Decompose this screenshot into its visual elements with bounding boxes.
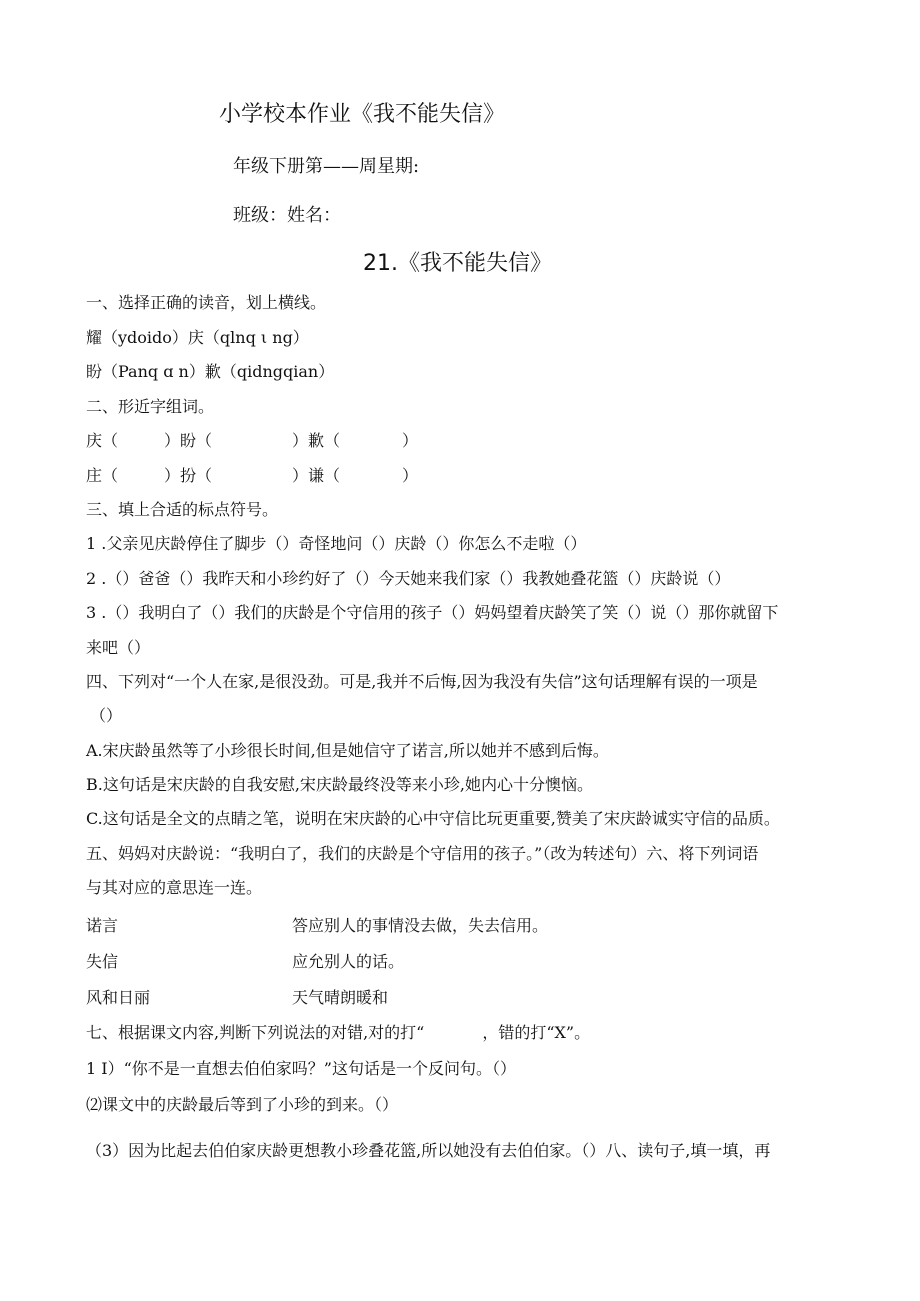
section-3-heading: 三、填上合适的标点符号。 <box>86 500 279 519</box>
word-group-cell: ） <box>402 466 419 485</box>
pinyin-line-2: 盼（Panq ɑ n）歉（qidngqian） <box>86 362 335 381</box>
word-group-cell: ）歉（ <box>292 431 341 450</box>
word-group-cell: ） <box>402 431 419 450</box>
word-group-cell: 庄（ <box>86 466 119 485</box>
word-group-cell: 庆（ <box>86 431 119 450</box>
word-group-cell: ）扮（ <box>164 466 213 485</box>
punctuation-item-3: 3 .（）我明白了（）我们的庆龄是个守信用的孩子（）妈妈望着庆龄笑了笑（）说（）那你就留下 <box>86 603 779 622</box>
section-2-heading: 二、形近字组词。 <box>86 397 215 416</box>
punctuation-item-3-cont: 来吧（） <box>86 638 151 657</box>
word-group-cell: ）盼（ <box>164 431 213 450</box>
matching-term: 诺言 <box>86 916 119 935</box>
section-7-heading-right: ，错的打“X”。 <box>482 1023 591 1042</box>
option-b: B.这句话是宋庆龄的自我安慰,宋庆龄最终没等来小珍,她内心十分懊恼。 <box>86 775 594 794</box>
section-6-line: 与其对应的意思连一连。 <box>86 878 263 897</box>
matching-meaning: 天气晴朗暖和 <box>292 988 389 1007</box>
word-group-cell: ）谦（ <box>292 466 341 485</box>
judge-item-1: 1 I）“你不是一直想去伯伯家吗？”这句话是一个反问句。（） <box>86 1059 516 1078</box>
document-title: 小学校本作业《我不能失信》 <box>219 102 506 127</box>
section-5-line: 五、妈妈对庆龄说：“我明白了，我们的庆龄是个守信用的孩子。”（改为转述句）六、将下列词语 <box>86 844 759 863</box>
matching-meaning: 应允别人的话。 <box>292 952 405 971</box>
judge-item-2: ⑵课文中的庆龄最后等到了小珍的到来。（） <box>86 1095 399 1114</box>
class-name-line: 班级：姓名： <box>233 205 341 226</box>
matching-term: 失信 <box>86 952 119 971</box>
section-7-heading <box>86 1022 590 1044</box>
judge-item-3: （3）因为比起去伯伯家庆龄更想教小珍叠花篮,所以她没有去伯伯家。（）八、读句子,填一填，再 <box>86 1141 771 1160</box>
section-4-answer-blank: （） <box>90 706 123 725</box>
punctuation-item-1: 1 .父亲见庆龄停住了脚步（）奇怪地问（）庆龄（）你怎么不走啦（） <box>86 534 587 553</box>
pinyin-line-1: 耀（ydoido）庆（qlnq ι ng） <box>86 328 309 347</box>
matching-term: 风和日丽 <box>86 988 151 1007</box>
section-1-heading: 一、选择正确的读音，划上横线。 <box>86 293 327 312</box>
option-c: C.这句话是全文的点睛之笔，说明在宋庆龄的心中守信比玩更重要,赞美了宋庆龄诚实守信的品质。 <box>86 809 780 828</box>
matching-meaning: 答应别人的事情没去做，失去信用。 <box>292 916 549 935</box>
grade-week-line: 年级下册第——周星期: <box>233 156 420 177</box>
option-a: A.宋庆龄虽然等了小珍很长时间,但是她信守了诺言,所以她并不感到后悔。 <box>86 741 609 760</box>
punctuation-item-2: 2 .（）爸爸（）我昨天和小珍约好了（）今天她来我们家（）我教她叠花篮（）庆龄说（） <box>86 569 731 588</box>
section-4-heading: 四、下列对“一个人在家,是很没劲。可是,我并不后悔,因为我没有失信”这句话理解有误的一项是 <box>86 672 758 691</box>
lesson-title: 21.《我不能失信》 <box>363 251 552 276</box>
section-7-heading-left: 七、根据课文内容,判断下列说法的对错,对的打“ <box>86 1023 425 1042</box>
